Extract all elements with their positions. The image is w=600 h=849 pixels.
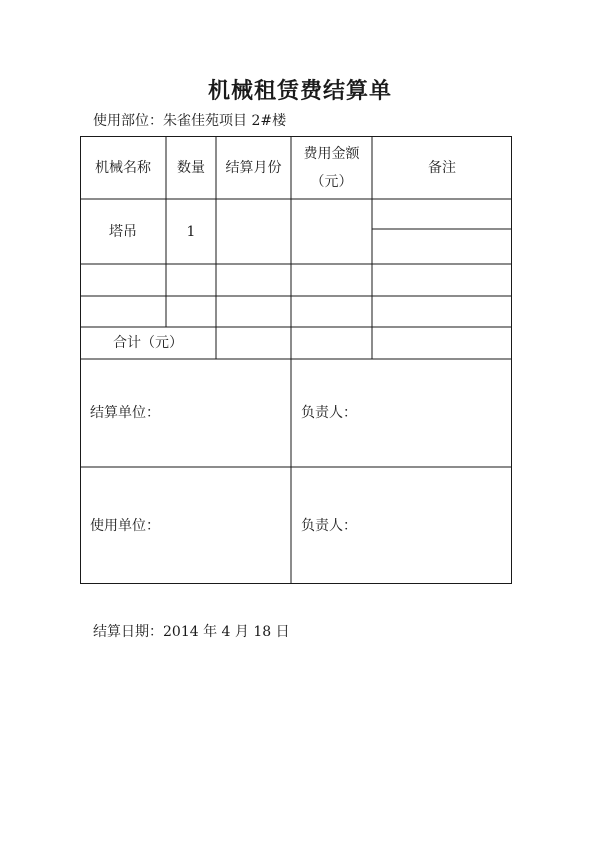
settle-date: 结算日期：2014 年 4 月 18 日 xyxy=(93,624,290,640)
header-settle-month: 结算月份 xyxy=(225,159,282,176)
header-amount xyxy=(291,136,372,199)
settle-unit-label: 结算单位： xyxy=(90,405,160,421)
usage-location: 使用部位：朱雀佳苑项目 2#楼 xyxy=(93,113,287,129)
header-remarks: 备注 xyxy=(428,159,456,176)
use-person-label: 负责人： xyxy=(301,517,357,534)
use-unit-label: 使用单位： xyxy=(90,517,160,534)
header-machine-name: 机械名称 xyxy=(95,159,151,176)
row-quantity: 1 xyxy=(186,223,196,240)
header-quantity: 数量 xyxy=(177,159,205,176)
header-amount-line2: （元） xyxy=(310,173,353,190)
document-title: 机械租赁费结算单 xyxy=(207,78,392,104)
row-machine-name: 塔吊 xyxy=(109,223,137,240)
total-label: 合计（元） xyxy=(113,335,183,351)
settle-person-label: 负责人： xyxy=(301,405,357,421)
header-amount-line1: 费用金额 xyxy=(303,145,360,162)
settlement-table xyxy=(80,136,512,584)
